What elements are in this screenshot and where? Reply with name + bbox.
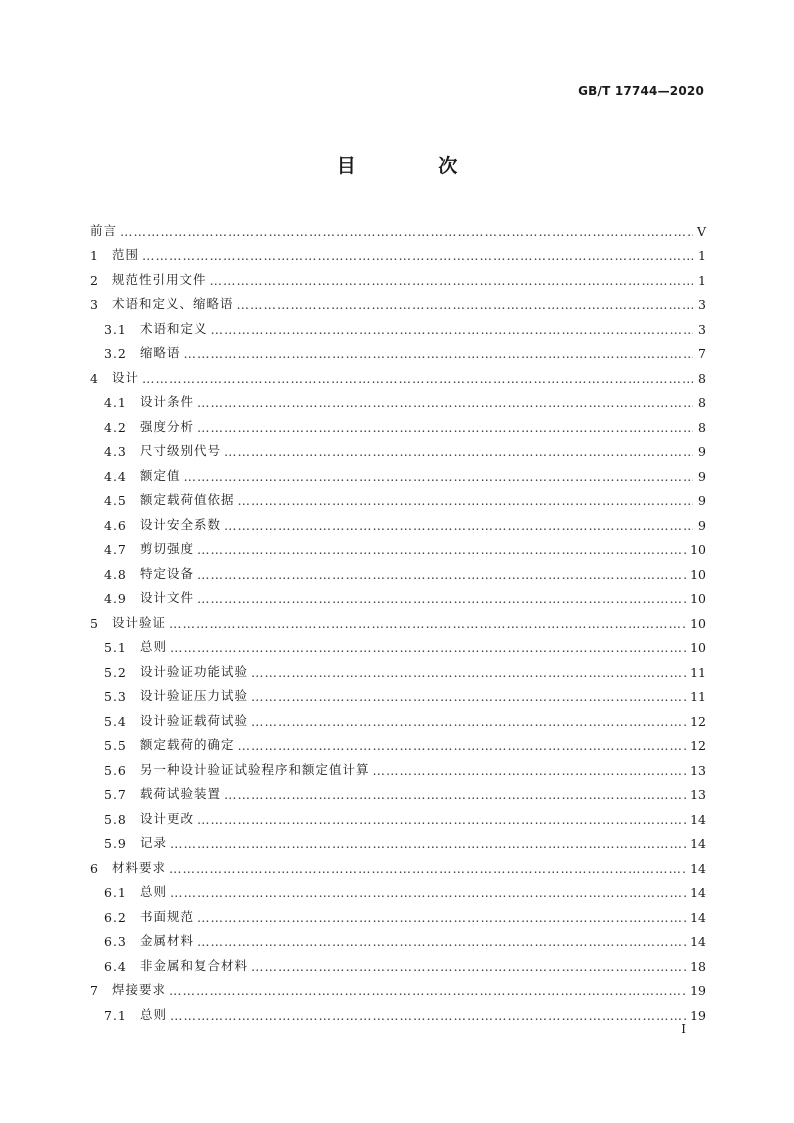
toc-entry-page: 1 [698, 272, 706, 288]
toc-entry[interactable] [90, 214, 706, 239]
dot-leader [251, 689, 687, 704]
toc-entry[interactable] [90, 533, 706, 558]
toc-entry-label: 尺寸级别代号 [140, 443, 222, 458]
toc-entry[interactable] [90, 410, 706, 435]
toc-entry-label: 材料要求 [112, 859, 167, 875]
toc-entry-label: 非金属和复合材料 [140, 957, 249, 973]
toc-entry-page: 3 [698, 321, 706, 337]
dot-leader [170, 885, 687, 900]
toc-entry-label: 设计安全系数 [140, 516, 222, 532]
toc-entry-number: 7.1 [104, 1007, 127, 1023]
toc-entry-label: 焊接要求 [112, 982, 167, 997]
toc-entry-page: Ⅴ [696, 223, 706, 239]
toc-entry-page: 19 [690, 1007, 706, 1023]
toc-entry-label: 设计验证 [112, 614, 167, 630]
toc-entry-page: 13 [690, 787, 706, 802]
toc-entry-number: 3.1 [104, 321, 127, 337]
toc-entry-page: 19 [690, 983, 706, 998]
dot-leader [197, 420, 693, 435]
dot-leader [224, 518, 693, 533]
dot-leader [169, 616, 687, 631]
toc-entry-number: 5.8 [104, 811, 127, 827]
dot-leader [170, 640, 687, 655]
toc-entry-number: 4.6 [104, 517, 127, 533]
toc-entry[interactable] [90, 827, 706, 852]
toc-entry-page: 9 [698, 493, 706, 508]
toc-entry-page: 10 [690, 615, 706, 631]
toc-entry[interactable] [90, 312, 706, 337]
toc-entry[interactable] [90, 582, 706, 607]
dot-leader [120, 224, 693, 239]
toc-entry[interactable] [90, 753, 706, 778]
toc-entry[interactable] [90, 680, 706, 705]
toc-entry-page: 8 [698, 395, 706, 410]
dot-leader [211, 322, 693, 337]
toc-entry-number: 4.4 [104, 468, 127, 484]
toc-entry[interactable] [90, 288, 706, 313]
toc-entry-label: 规范性引用文件 [112, 271, 207, 287]
toc-entry-page: 14 [690, 811, 706, 827]
toc-entry-page: 11 [690, 664, 706, 680]
dot-leader [373, 763, 688, 778]
toc-entry-number: 5.5 [104, 738, 127, 753]
dot-leader [169, 861, 687, 876]
dot-leader [142, 371, 693, 386]
toc-entry-page: 9 [698, 468, 706, 484]
toc-entry-page: 14 [690, 836, 706, 851]
toc-entry[interactable] [90, 998, 706, 1023]
toc-entry-label: 设计验证功能试验 [140, 663, 249, 679]
dot-leader [197, 567, 687, 582]
toc-entry-label: 设计条件 [140, 394, 195, 409]
toc-entry[interactable] [90, 435, 706, 460]
toc-entry[interactable] [90, 949, 706, 974]
toc-entry-page: 1 [698, 248, 706, 263]
toc-entry-page: 3 [698, 297, 706, 312]
toc-entry[interactable] [90, 263, 706, 288]
toc-entry[interactable] [90, 557, 706, 582]
dot-leader [238, 738, 688, 753]
toc-entry-page: 11 [690, 689, 706, 704]
toc-entry[interactable] [90, 778, 706, 803]
toc-entry-number: 6.1 [104, 885, 127, 900]
toc-entry-number: 6.3 [104, 934, 127, 949]
toc-entry[interactable] [90, 974, 706, 999]
toc-entry-number: 4.1 [104, 395, 127, 410]
toc-entry-number: 5.9 [104, 836, 127, 851]
toc-entry[interactable] [90, 729, 706, 754]
toc-entry-page: 12 [690, 713, 706, 729]
dot-leader [169, 983, 687, 998]
toc-entry[interactable] [90, 802, 706, 827]
toc-entry-number: 5 [90, 615, 98, 631]
toc-entry[interactable] [90, 606, 706, 631]
toc-entry-number: 5.3 [104, 689, 127, 704]
toc-entry-label: 载荷试验装置 [140, 786, 222, 801]
toc-entry-label: 剪切强度 [140, 541, 195, 556]
toc-entry-page: 8 [698, 370, 706, 386]
dot-leader [251, 959, 687, 974]
toc-entry[interactable] [90, 386, 706, 411]
toc-entry-page: 7 [698, 346, 706, 361]
dot-leader [237, 297, 693, 312]
toc-entry-page: 10 [690, 640, 706, 655]
toc-entry-label: 设计验证载荷试验 [140, 712, 249, 728]
toc-entry[interactable] [90, 508, 706, 533]
toc-entry-number: 7 [90, 983, 98, 998]
toc-entry-label: 额定值 [140, 467, 181, 483]
toc-entry-number: 2 [90, 272, 98, 288]
dot-leader [184, 469, 693, 484]
toc-entry-label: 设计验证压力试验 [140, 688, 249, 703]
toc-entry-page: 14 [690, 934, 706, 949]
toc-entry[interactable] [90, 631, 706, 656]
toc-entry-page: 12 [690, 738, 706, 753]
toc-entry-page: 10 [690, 591, 706, 606]
standard-code: GB/T 17744—2020 [578, 84, 704, 98]
toc-entry[interactable] [90, 851, 706, 876]
dot-leader [197, 934, 687, 949]
toc-entry-page: 8 [698, 419, 706, 435]
toc-entry-label: 记录 [140, 835, 168, 850]
toc-entry-label: 缩略语 [140, 345, 181, 360]
toc-entry-page: 10 [690, 566, 706, 582]
toc-entry-label: 额定载荷值依据 [140, 492, 235, 507]
toc-entry-page: 9 [698, 444, 706, 459]
dot-leader [170, 1008, 687, 1023]
toc-entry-label: 书面规范 [140, 908, 195, 924]
page-number: Ⅰ [681, 1022, 686, 1036]
toc-entry[interactable] [90, 925, 706, 950]
dot-leader [170, 836, 687, 851]
toc-entry-number: 4.2 [104, 419, 127, 435]
toc-entry-number: 5.2 [104, 664, 127, 680]
toc-entry-label: 金属材料 [140, 933, 195, 948]
table-of-contents [90, 214, 706, 1023]
dot-leader [224, 444, 693, 459]
toc-entry-number: 5.4 [104, 713, 127, 729]
dot-leader [197, 910, 687, 925]
toc-entry-label: 总则 [140, 639, 168, 654]
toc-entry-page: 14 [690, 909, 706, 925]
dot-leader [224, 787, 687, 802]
dot-leader [210, 273, 693, 288]
toc-entry-number: 6.2 [104, 909, 127, 925]
toc-entry-page: 9 [698, 517, 706, 533]
toc-entry-number: 5.1 [104, 640, 127, 655]
toc-entry[interactable] [90, 900, 706, 925]
toc-entry-label: 设计更改 [140, 810, 195, 826]
dot-leader [142, 248, 693, 263]
toc-entry[interactable] [90, 876, 706, 901]
toc-entry-number: 4.3 [104, 444, 127, 459]
toc-entry-label: 另一种设计验证试验程序和额定值计算 [140, 761, 370, 777]
dot-leader [251, 665, 687, 680]
toc-entry-number: 5.7 [104, 787, 127, 802]
toc-entry-label: 术语和定义 [140, 320, 208, 336]
toc-entry[interactable] [90, 459, 706, 484]
toc-entry[interactable] [90, 484, 706, 509]
toc-entry-label: 总则 [140, 884, 168, 899]
toc-entry-label: 设计文件 [140, 590, 195, 605]
toc-entry-page: 18 [690, 958, 706, 974]
dot-leader [197, 591, 687, 606]
toc-entry-number: 4.9 [104, 591, 127, 606]
dot-leader [197, 395, 693, 410]
toc-entry-page: 13 [690, 762, 706, 778]
toc-entry-label: 强度分析 [140, 418, 195, 434]
dot-leader [197, 812, 687, 827]
toc-entry-label: 范围 [112, 247, 140, 262]
toc-entry[interactable] [90, 361, 706, 386]
toc-entry-label: 特定设备 [140, 565, 195, 581]
toc-entry-number: 4.5 [104, 493, 127, 508]
toc-entry-page: 10 [690, 542, 706, 557]
toc-entry-label: 术语和定义、缩略语 [112, 296, 234, 311]
toc-entry-number: 3 [90, 297, 98, 312]
toc-entry-number: 4 [90, 370, 98, 386]
toc-entry[interactable] [90, 704, 706, 729]
toc-entry-label: 总则 [140, 1006, 168, 1022]
page-title: 目 次 [336, 155, 496, 177]
toc-entry-number: 6.4 [104, 958, 127, 974]
toc-entry-number: 4.8 [104, 566, 127, 582]
toc-entry-label: 额定载荷的确定 [140, 737, 235, 752]
toc-entry-number: 3.2 [104, 346, 127, 361]
toc-entry-label: 前言 [90, 222, 118, 238]
toc-entry-number: 4.7 [104, 542, 127, 557]
dot-leader [197, 542, 687, 557]
toc-entry-number: 6 [90, 860, 98, 876]
toc-entry[interactable] [90, 655, 706, 680]
toc-entry-number: 1 [90, 248, 98, 263]
dot-leader [251, 714, 687, 729]
toc-entry-page: 14 [690, 860, 706, 876]
toc-entry[interactable] [90, 337, 706, 362]
toc-entry[interactable] [90, 239, 706, 264]
toc-entry-page: 14 [690, 885, 706, 900]
toc-entry-number: 5.6 [104, 762, 127, 778]
toc-entry-label: 设计 [112, 369, 140, 385]
dot-leader [184, 346, 693, 361]
dot-leader [238, 493, 693, 508]
